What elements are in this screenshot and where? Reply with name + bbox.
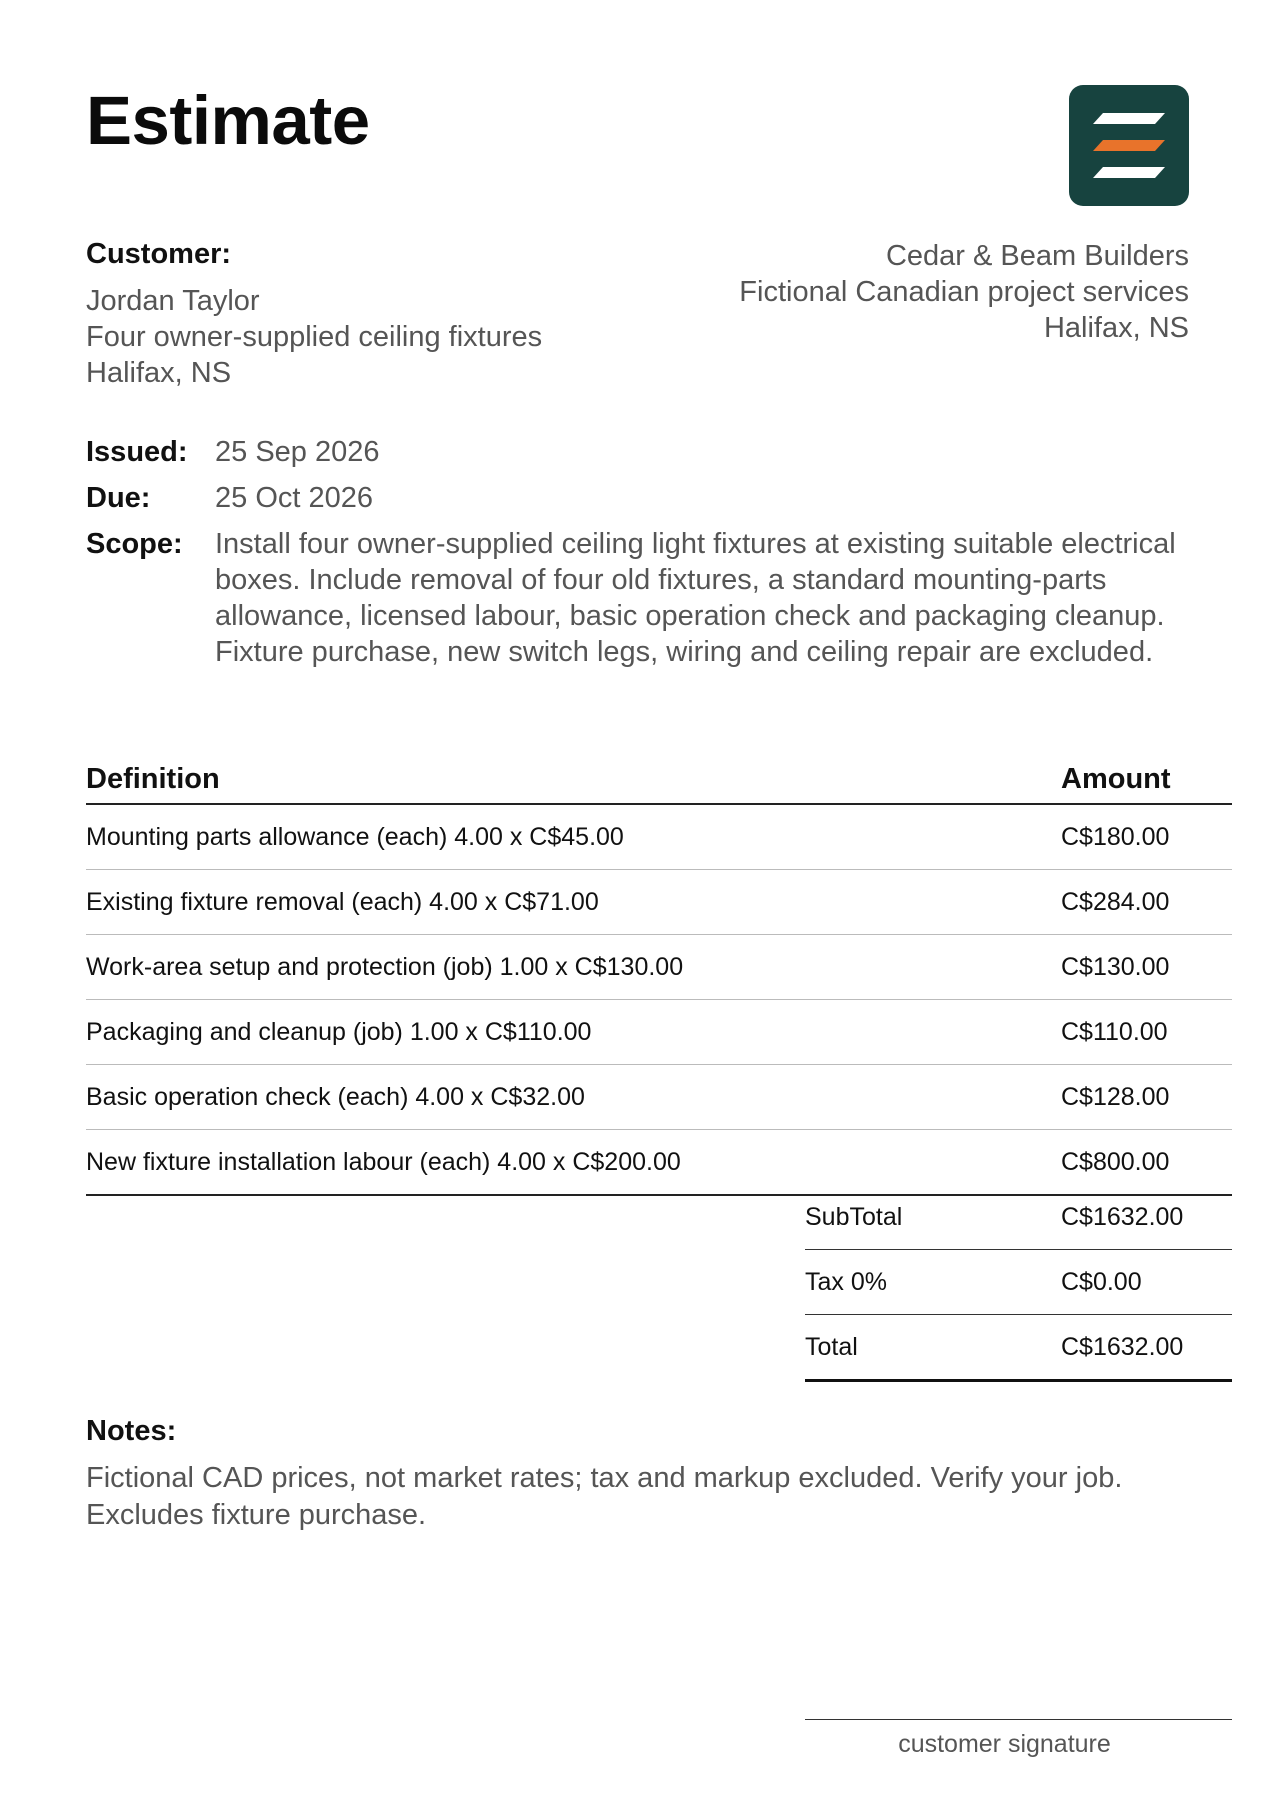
item-definition: Existing fixture removal (each) 4.00 x C$71.00 (86, 887, 599, 916)
table-row (86, 935, 1232, 1000)
item-definition: New fixture installation labour (each) 4.00 x C$200.00 (86, 1147, 681, 1176)
notes-text: Fictional CAD prices, not market rates; tax and markup excluded. Verify your job. Excludes fixture purchase. (86, 1462, 1123, 1531)
issued-date: 25 Sep 2026 (215, 436, 380, 468)
company-tagline: Fictional Canadian project services (739, 276, 1189, 308)
scope-row (86, 526, 1226, 670)
company-location: Halifax, NS (1043, 312, 1189, 344)
totals-block (805, 1185, 1232, 1382)
customer-location: Halifax, NS (86, 357, 232, 389)
scope-label: Scope: (86, 528, 183, 560)
signature-label: customer signature (898, 1730, 1111, 1758)
tax-label: Tax 0% (805, 1267, 887, 1296)
customer-name: Jordan Taylor (86, 285, 260, 317)
stacked-boards-icon (1069, 85, 1189, 206)
tax-row (805, 1250, 1232, 1315)
amount-header: Amount (1061, 762, 1171, 795)
tax-value: C$0.00 (1061, 1267, 1142, 1296)
table-row (86, 1065, 1232, 1130)
company-name: Cedar & Beam Builders (885, 240, 1189, 272)
table-row (86, 870, 1232, 935)
company-logo (1069, 85, 1189, 206)
line-items-table (86, 755, 1232, 1196)
estimate-meta (86, 434, 1226, 670)
due-row (86, 480, 1226, 516)
document-title: Estimate (86, 82, 370, 159)
notes-label: Notes: (86, 1415, 177, 1447)
item-definition: Basic operation check (each) 4.00 x C$32.00 (86, 1082, 585, 1111)
due-label: Due: (86, 482, 151, 514)
scope-text: Install four owner-supplied ceiling light fixtures at existing suitable electrical boxes. Include removal of four old fixtures, a standard mounting-parts allowance, licensed labour, basic operation check and packaging cleanup. Fixture purchase, new switch legs, wiring and ceiling repair are excluded. (215, 528, 1176, 668)
item-amount: C$800.00 (1061, 1147, 1170, 1176)
customer-block (86, 238, 542, 391)
item-amount: C$128.00 (1061, 1082, 1170, 1111)
notes-block (86, 1415, 1232, 1534)
subtotal-row (805, 1185, 1232, 1250)
total-value: C$1632.00 (1061, 1332, 1184, 1361)
table-header (86, 755, 1232, 805)
definition-header: Definition (86, 762, 220, 795)
item-definition: Work-area setup and protection (job) 1.00 x C$130.00 (86, 952, 684, 981)
subtotal-value: C$1632.00 (1061, 1202, 1184, 1231)
customer-project: Four owner-supplied ceiling fixtures (86, 321, 543, 353)
item-definition: Mounting parts allowance (each) 4.00 x C$45.00 (86, 822, 624, 851)
signature-line[interactable] (805, 1719, 1232, 1759)
item-amount: C$284.00 (1061, 887, 1170, 916)
table-row (86, 805, 1232, 870)
item-amount: C$130.00 (1061, 952, 1170, 981)
total-label: Total (805, 1332, 858, 1361)
item-amount: C$180.00 (1061, 822, 1170, 851)
subtotal-label: SubTotal (805, 1202, 903, 1231)
total-row (805, 1315, 1232, 1382)
item-amount: C$110.00 (1061, 1017, 1168, 1046)
due-date: 25 Oct 2026 (215, 482, 373, 514)
table-row (86, 1000, 1232, 1065)
item-definition: Packaging and cleanup (job) 1.00 x C$110.00 (86, 1017, 592, 1046)
issued-row (86, 434, 1226, 470)
company-block (739, 238, 1189, 346)
issued-label: Issued: (86, 436, 188, 468)
customer-label: Customer: (86, 238, 232, 270)
